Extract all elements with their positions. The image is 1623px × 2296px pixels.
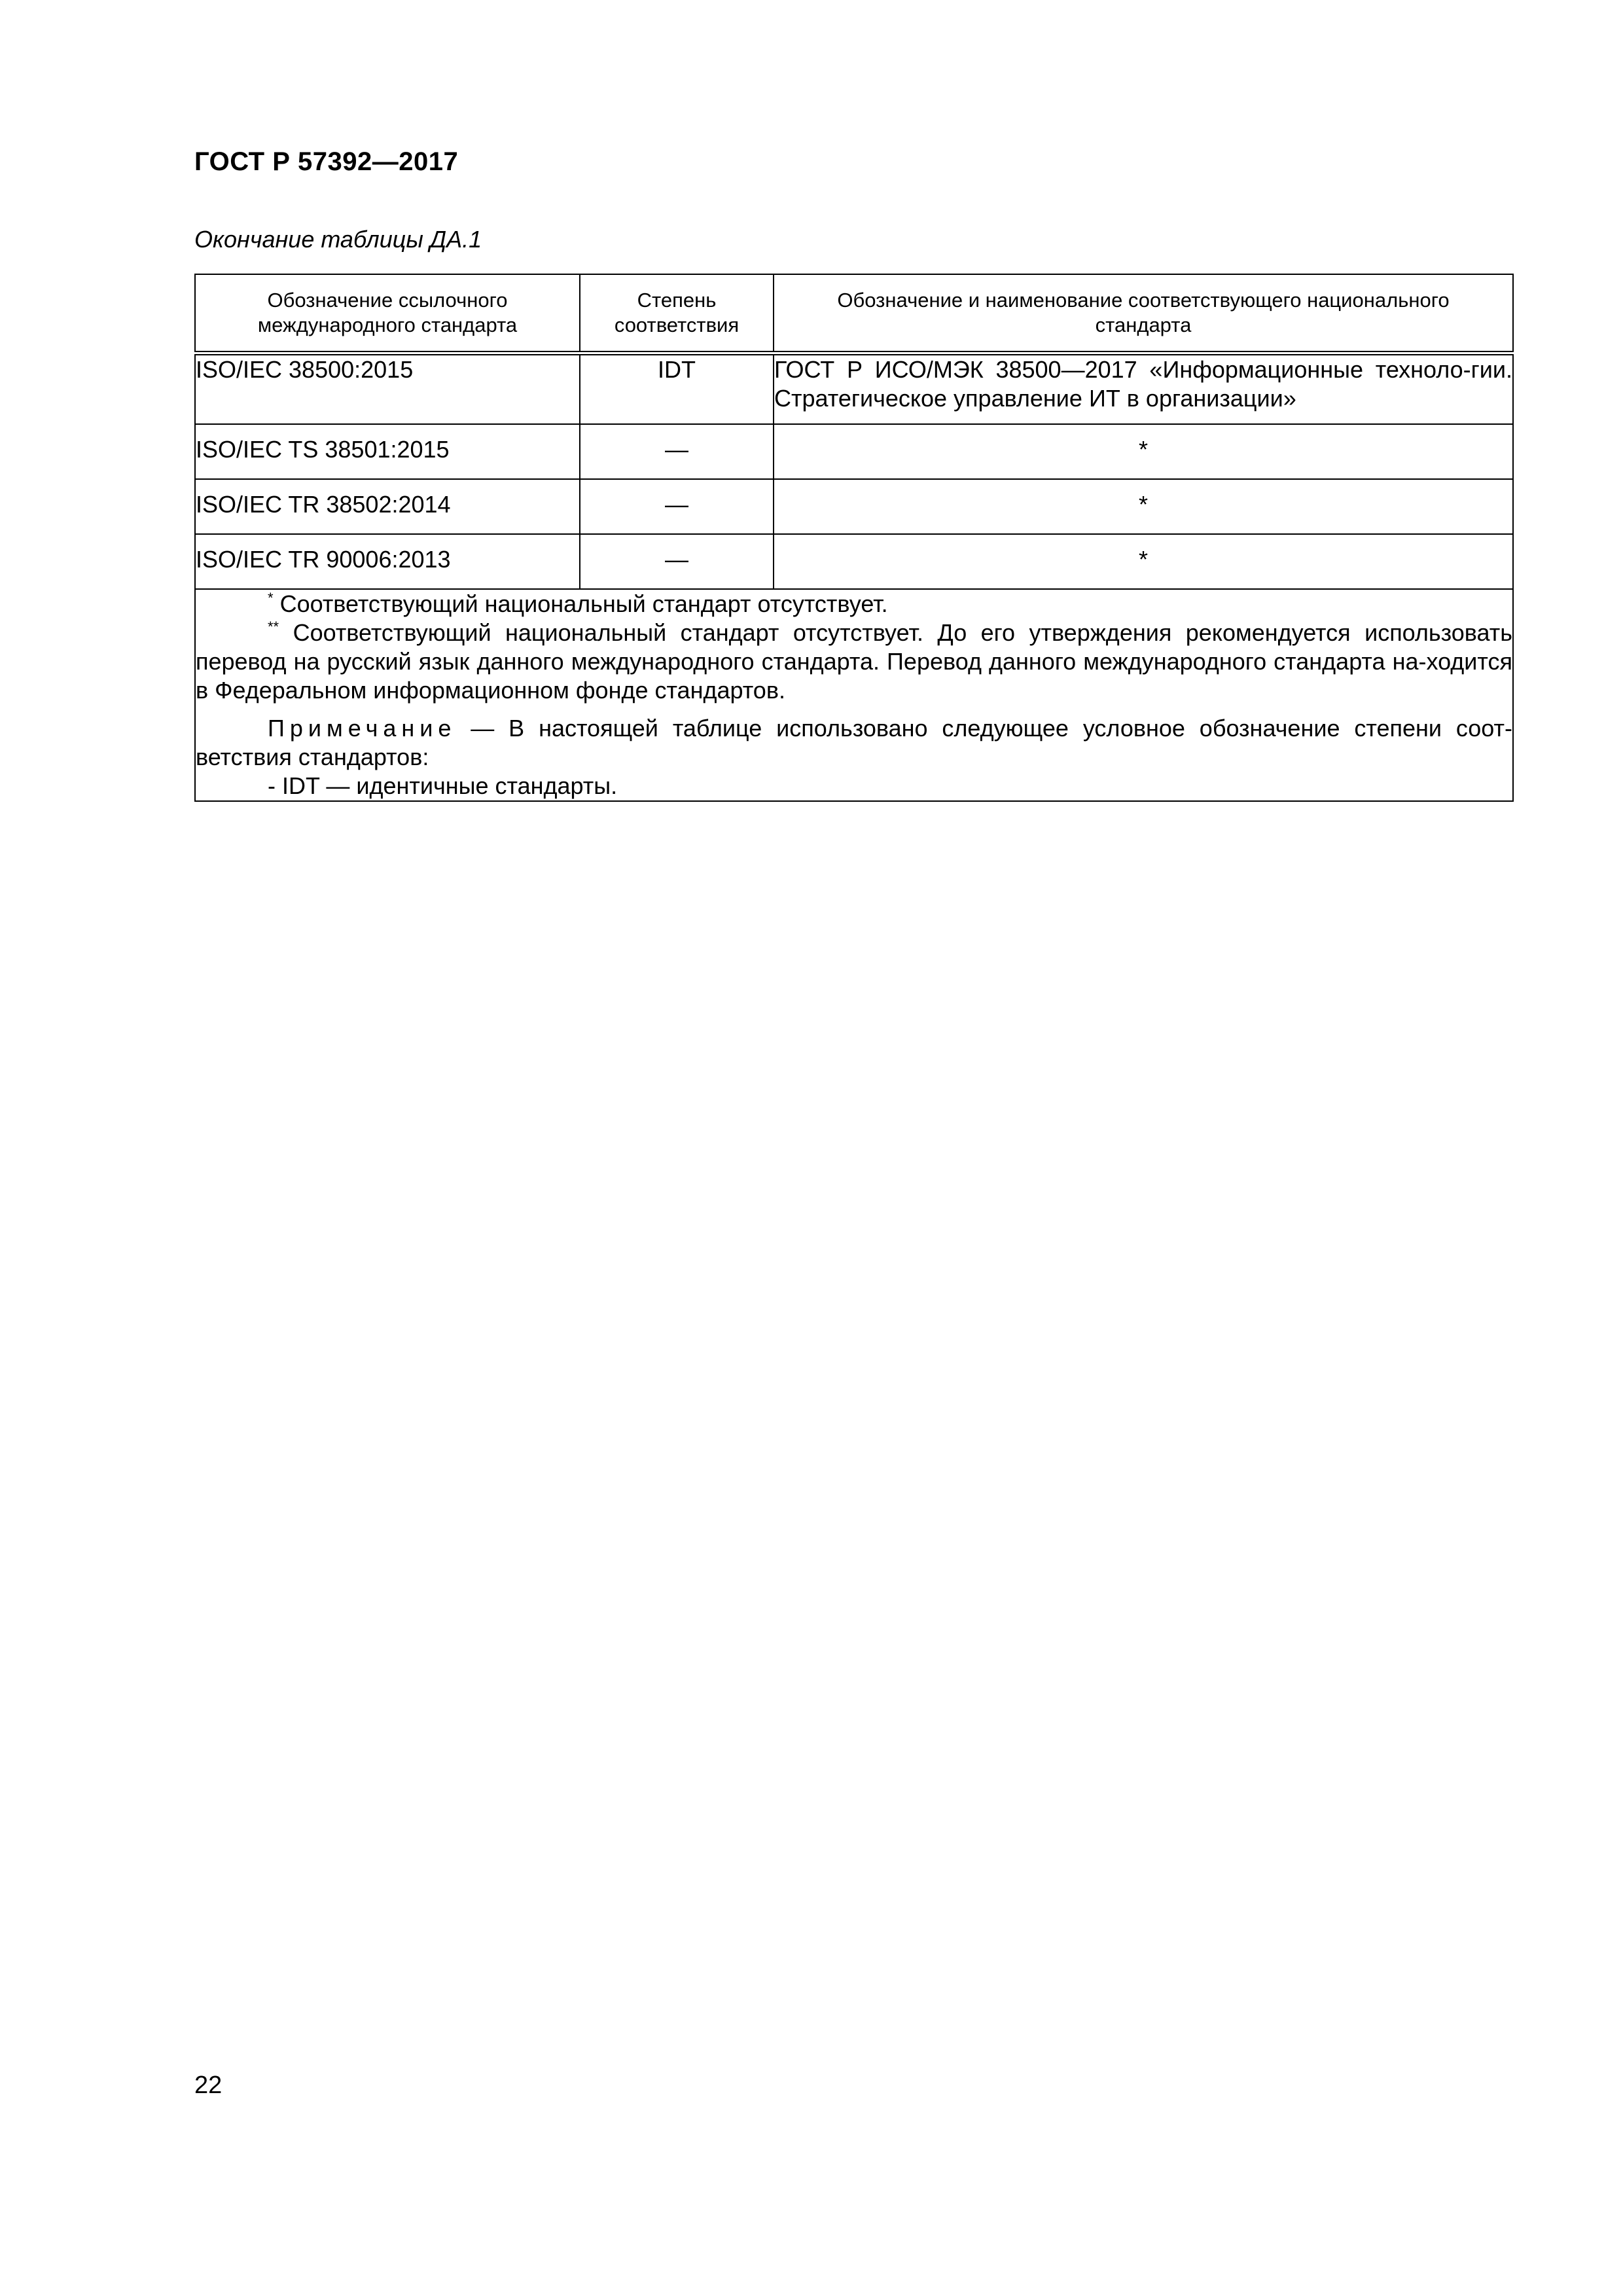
cell-degree: IDT: [580, 353, 774, 425]
cell-designation: ISO/IEC TS 38501:2015: [195, 424, 580, 479]
footnote-1-text: Соответствующий национальный стандарт отсутствует.: [273, 590, 888, 617]
cell-degree: —: [580, 479, 774, 534]
footnote-1: [196, 590, 1512, 619]
footnote-2-text: Соответствующий национальный стандарт отсутствует. До его утверждения рекомендуется использовать перевод на русский язык данного международного стандарта. Перевод данного международного стандарта на-ходится в Федеральном информационном фонде стандартов.: [196, 619, 1512, 704]
cell-degree: —: [580, 534, 774, 589]
table-notes: [195, 589, 1513, 801]
table-caption: Окончание таблицы ДА.1: [194, 226, 482, 253]
table-row: [195, 534, 1513, 589]
footnote-2-mark: **: [268, 619, 279, 635]
cell-degree: —: [580, 424, 774, 479]
cell-national: *: [774, 479, 1513, 534]
table-notes-row: [195, 589, 1513, 801]
footnote-1-mark: *: [268, 590, 274, 606]
cell-designation: ISO/IEC TR 38502:2014: [195, 479, 580, 534]
table-row: [195, 424, 1513, 479]
table-note: [196, 714, 1512, 772]
note-label: Примечание: [268, 715, 457, 742]
cell-national: *: [774, 424, 1513, 479]
table-row: [195, 353, 1513, 425]
footnote-2: [196, 619, 1512, 705]
cell-national: ГОСТ Р ИСО/МЭК 38500—2017 «Информационные техноло-гии. Стратегическое управление ИТ в организации»: [774, 353, 1513, 425]
note-list-item: - IDT — идентичные стандарты.: [268, 772, 618, 799]
cell-designation: ISO/IEC 38500:2015: [195, 353, 580, 425]
note-text: — В настоящей таблице использовано следующее условное обозначение степени соот-ветствия стандартов:: [196, 715, 1512, 770]
table-row: [195, 479, 1513, 534]
document-header: ГОСТ Р 57392—2017: [194, 147, 459, 176]
cell-designation: ISO/IEC TR 90006:2013: [195, 534, 580, 589]
correspondence-table: [194, 274, 1514, 802]
cell-national: *: [774, 534, 1513, 589]
header-national-standard: Обозначение и наименование соответствующего национального стандарта: [774, 274, 1513, 353]
header-degree-of-correspondence: Степень соответствия: [580, 274, 774, 353]
header-international-designation: Обозначение ссылочного международного стандарта: [195, 274, 580, 353]
page-number: 22: [194, 2072, 223, 2099]
table-header-row: [195, 274, 1513, 353]
